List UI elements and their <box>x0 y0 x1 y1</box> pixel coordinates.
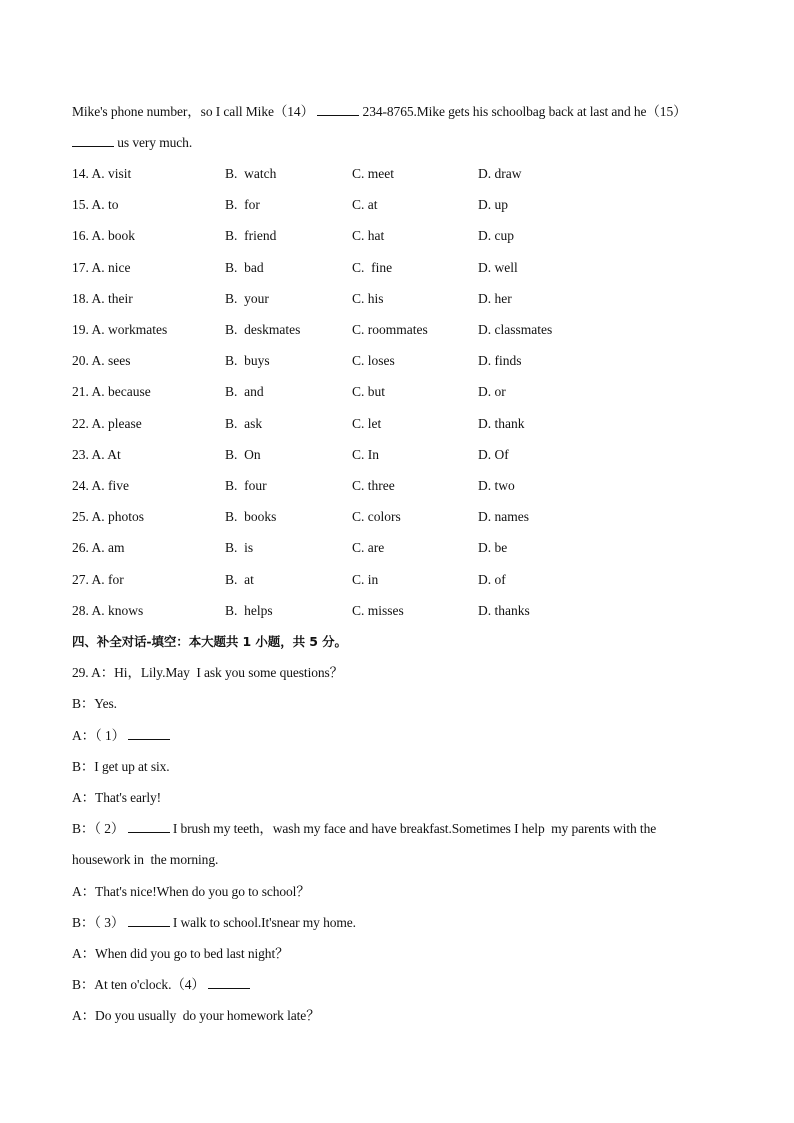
option-b: B. buys <box>225 353 270 369</box>
option-a: 24. A. five <box>72 478 129 493</box>
option-c: C. at <box>352 197 378 213</box>
passage-line-2 <box>72 135 192 151</box>
dialogue-line: 29. A：Hi，Lily.May I ask you some questions？ <box>72 665 344 680</box>
option-c: C. are <box>352 540 385 556</box>
option-row <box>0 197 794 213</box>
dialogue-line <box>72 728 170 744</box>
passage-text: 234-8765.Mike gets his schoolbag back at last and he（15） <box>362 104 687 119</box>
option-c: C. loses <box>352 353 395 369</box>
option-b: B. your <box>225 290 269 306</box>
option-d: D. draw <box>478 166 522 181</box>
option-c: C. In <box>352 446 379 462</box>
option-d: D. of <box>478 571 506 587</box>
option-d: D. her <box>478 290 512 306</box>
option-d: D. finds <box>478 353 522 369</box>
option-a: 17. A. nice <box>72 259 131 275</box>
answer-blank <box>128 915 170 927</box>
option-a: 14. A. visit <box>72 166 132 181</box>
answer-blank <box>128 821 170 833</box>
dialogue-text: I walk to school.It'snear my home. <box>172 915 356 930</box>
option-b: B. helps <box>225 602 273 618</box>
answer-blank <box>72 135 114 147</box>
option-b: B. at <box>225 571 254 587</box>
option-c: C. his <box>352 290 384 306</box>
option-row <box>0 603 794 619</box>
option-a: 20. A. sees <box>72 353 131 369</box>
option-b: B. and <box>225 384 264 400</box>
option-b: B. ask <box>225 415 263 431</box>
option-c: C. misses <box>352 602 404 618</box>
option-c: C. let <box>352 415 382 431</box>
option-c: C. meet <box>352 166 394 181</box>
option-row <box>0 572 794 588</box>
option-b: B. watch <box>225 166 277 181</box>
section-heading: 四、补全对话-填空：本大题共 1 小题，共 5 分。 <box>72 634 347 649</box>
option-row <box>0 166 794 182</box>
option-a: 27. A. for <box>72 571 124 587</box>
option-a: 25. A. photos <box>72 509 145 525</box>
dialogue-line: A：Do you usually do your homework late？ <box>72 1008 320 1023</box>
option-d: D. thanks <box>478 602 530 618</box>
option-b: B. On <box>225 446 261 462</box>
dialogue-line: B：I get up at six. <box>72 759 170 774</box>
option-d: D. two <box>478 478 515 493</box>
option-d: D. cup <box>478 228 514 244</box>
option-b: B. bad <box>225 259 264 275</box>
option-a: 21. A. because <box>72 384 151 400</box>
option-row <box>0 540 794 556</box>
option-a: 19. A. workmates <box>72 322 168 337</box>
option-c: C. in <box>352 571 379 587</box>
option-d: D. Of <box>478 446 509 462</box>
option-b: B. is <box>225 540 254 556</box>
dialogue-line: A：That's nice!When do you go to school？ <box>72 884 310 899</box>
option-a: 23. A. At <box>72 446 121 462</box>
option-c: C. fine <box>352 259 393 275</box>
option-c: C. three <box>352 478 395 493</box>
passage-text: Mike's phone number，so I call Mike（14） <box>72 104 314 119</box>
dialogue-line <box>72 821 656 837</box>
dialogue-line <box>72 915 356 931</box>
option-b: B. friend <box>225 228 277 244</box>
option-d: D. or <box>478 384 506 400</box>
option-a: 26. A. am <box>72 540 125 556</box>
passage-line-1 <box>72 104 687 120</box>
option-c: C. colors <box>352 509 401 525</box>
option-a: 22. A. please <box>72 415 142 431</box>
option-c: C. hat <box>352 228 385 244</box>
option-b: B. deskmates <box>225 322 301 337</box>
dialogue-line: B：Yes. <box>72 696 117 711</box>
option-d: D. well <box>478 259 518 275</box>
answer-blank <box>208 977 250 989</box>
dialogue-line: A：That's early! <box>72 790 162 805</box>
option-b: B. books <box>225 509 277 525</box>
dialogue-text: B：（ 3） <box>72 915 125 930</box>
option-a: 16. A. book <box>72 228 136 244</box>
answer-blank <box>317 104 359 116</box>
option-c: C. roommates <box>352 322 428 337</box>
dialogue-line: housework in the morning. <box>72 852 219 867</box>
option-d: D. be <box>478 540 508 556</box>
dialogue-line: A：When did you go to bed last night？ <box>72 946 289 961</box>
option-d: D. up <box>478 197 508 213</box>
option-a: 28. A. knows <box>72 602 144 618</box>
option-row <box>0 478 794 494</box>
dialogue-text: A：（ 1） <box>72 728 126 743</box>
option-d: D. classmates <box>478 322 553 337</box>
option-row <box>0 416 794 432</box>
dialogue-text: I brush my teeth，wash my face and have breakfast.Sometimes I help my parents with the <box>172 821 657 836</box>
passage-text: us very much. <box>117 135 193 150</box>
option-row <box>0 228 794 244</box>
dialogue-text: B：At ten o'clock.（4） <box>72 977 205 992</box>
option-row <box>0 447 794 463</box>
dialogue-line <box>72 977 250 993</box>
option-b: B. for <box>225 197 260 213</box>
option-c: C. but <box>352 384 386 400</box>
option-row <box>0 353 794 369</box>
option-row <box>0 384 794 400</box>
option-row <box>0 260 794 276</box>
option-d: D. names <box>478 509 529 525</box>
answer-blank <box>128 728 170 740</box>
option-a: 18. A. their <box>72 290 133 306</box>
option-row <box>0 322 794 338</box>
option-b: B. four <box>225 478 267 493</box>
option-row <box>0 291 794 307</box>
option-row <box>0 509 794 525</box>
option-d: D. thank <box>478 415 525 431</box>
dialogue-text: B：（ 2） <box>72 821 125 836</box>
option-a: 15. A. to <box>72 197 119 213</box>
